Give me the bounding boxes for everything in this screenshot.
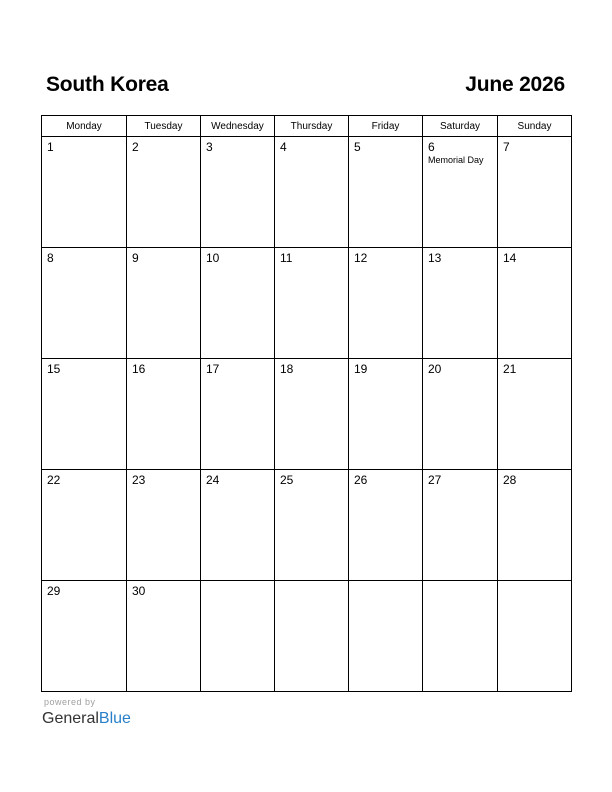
- day-cell-content: [349, 359, 422, 376]
- day-cell: [42, 248, 127, 359]
- day-cell: [275, 581, 349, 692]
- brand-blue-text: Blue: [98, 710, 131, 727]
- day-cell: [423, 359, 498, 470]
- day-cell-content: [423, 137, 497, 166]
- day-cell: [349, 581, 423, 692]
- week-row: [42, 248, 572, 359]
- day-cell-content: [201, 581, 274, 584]
- day-number: 2: [132, 140, 139, 154]
- day-number: 25: [280, 473, 294, 487]
- day-number: 6: [428, 140, 435, 154]
- day-cell: [423, 470, 498, 581]
- day-cell: [42, 359, 127, 470]
- day-cell-content: [275, 581, 348, 584]
- day-cell: [423, 137, 498, 248]
- day-cell-content: [127, 581, 200, 598]
- day-cell: [42, 137, 127, 248]
- day-cell: [275, 359, 349, 470]
- day-cell: [498, 470, 572, 581]
- day-cell-content: [498, 248, 571, 265]
- day-cell-content: [127, 248, 200, 265]
- day-cell-content: [349, 137, 422, 154]
- powered-by-text: powered by: [44, 697, 96, 707]
- day-number: 3: [206, 140, 213, 154]
- day-cell-content: [423, 581, 497, 584]
- day-cell: [201, 137, 275, 248]
- day-cell: [423, 581, 498, 692]
- weekday-tuesday: Tuesday: [127, 116, 201, 137]
- day-number: 23: [132, 473, 146, 487]
- day-cell: [423, 248, 498, 359]
- day-cell: [127, 248, 201, 359]
- day-cell-content: [42, 137, 126, 154]
- calendar-body: [42, 137, 572, 692]
- day-number: 9: [132, 251, 139, 265]
- day-cell-content: [423, 248, 497, 265]
- day-cell: [349, 137, 423, 248]
- day-cell: [498, 137, 572, 248]
- week-row: [42, 137, 572, 248]
- weekday-sunday: Sunday: [498, 116, 572, 137]
- day-cell-content: [349, 248, 422, 265]
- day-cell-content: [127, 137, 200, 154]
- calendar-header: [46, 71, 565, 99]
- day-cell-content: [42, 248, 126, 265]
- day-cell-content: [42, 359, 126, 376]
- day-number: 18: [280, 362, 294, 376]
- day-number: 28: [503, 473, 517, 487]
- day-number: 26: [354, 473, 368, 487]
- footer-branding: [42, 697, 131, 729]
- day-number: 15: [47, 362, 61, 376]
- day-number: 24: [206, 473, 220, 487]
- day-cell: [127, 359, 201, 470]
- day-cell-content: [201, 137, 274, 154]
- day-cell: [498, 359, 572, 470]
- day-cell: [42, 581, 127, 692]
- day-cell-content: [127, 359, 200, 376]
- day-cell: [275, 137, 349, 248]
- day-cell-content: [498, 137, 571, 154]
- day-number: 17: [206, 362, 220, 376]
- day-cell: [201, 581, 275, 692]
- day-number: 1: [47, 140, 54, 154]
- day-cell-content: [201, 248, 274, 265]
- day-cell-content: [498, 470, 571, 487]
- day-cell: [349, 359, 423, 470]
- day-number: 4: [280, 140, 287, 154]
- weekday-monday: Monday: [42, 116, 127, 137]
- day-cell-content: [498, 359, 571, 376]
- weekday-thursday: Thursday: [275, 116, 349, 137]
- day-number: 16: [132, 362, 146, 376]
- day-cell: [127, 581, 201, 692]
- day-cell-content: [423, 470, 497, 487]
- week-row: [42, 359, 572, 470]
- day-number: 14: [503, 251, 517, 265]
- holiday-label: Memorial Day: [428, 155, 484, 165]
- week-row: [42, 470, 572, 581]
- weekday-wednesday: Wednesday: [201, 116, 275, 137]
- day-cell-content: [42, 470, 126, 487]
- day-cell: [127, 470, 201, 581]
- day-number: 12: [354, 251, 368, 265]
- day-cell-content: [42, 581, 126, 598]
- day-cell: [201, 248, 275, 359]
- brand-general-text: General: [42, 710, 99, 727]
- day-cell-content: [349, 581, 422, 584]
- weekday-header-row: [42, 116, 572, 137]
- day-number: 20: [428, 362, 442, 376]
- day-cell-content: [423, 359, 497, 376]
- day-cell-content: [201, 470, 274, 487]
- day-cell: [349, 470, 423, 581]
- day-cell-content: [201, 359, 274, 376]
- month-year-title: June 2026: [465, 73, 565, 96]
- week-row: [42, 581, 572, 692]
- day-cell-content: [275, 470, 348, 487]
- day-number: 5: [354, 140, 361, 154]
- day-number: 13: [428, 251, 442, 265]
- brand-logo: [42, 709, 131, 729]
- day-cell: [349, 248, 423, 359]
- day-cell-content: [275, 137, 348, 154]
- day-number: 30: [132, 584, 146, 598]
- country-title: South Korea: [46, 73, 169, 96]
- day-cell-content: [275, 359, 348, 376]
- day-cell: [275, 470, 349, 581]
- day-cell-content: [498, 581, 571, 584]
- day-number: 11: [280, 251, 293, 265]
- day-cell-content: [349, 470, 422, 487]
- day-number: 27: [428, 473, 442, 487]
- day-cell: [498, 248, 572, 359]
- day-number: 8: [47, 251, 54, 265]
- day-cell-content: [275, 248, 348, 265]
- day-number: 21: [503, 362, 517, 376]
- day-cell: [498, 581, 572, 692]
- day-cell: [275, 248, 349, 359]
- calendar-grid: [41, 115, 572, 692]
- day-number: 19: [354, 362, 368, 376]
- day-number: 10: [206, 251, 220, 265]
- day-cell: [201, 470, 275, 581]
- day-cell: [42, 470, 127, 581]
- day-cell-content: [127, 470, 200, 487]
- weekday-friday: Friday: [349, 116, 423, 137]
- day-cell: [201, 359, 275, 470]
- weekday-saturday: Saturday: [423, 116, 498, 137]
- day-cell: [127, 137, 201, 248]
- day-number: 29: [47, 584, 61, 598]
- day-number: 7: [503, 140, 510, 154]
- day-number: 22: [47, 473, 61, 487]
